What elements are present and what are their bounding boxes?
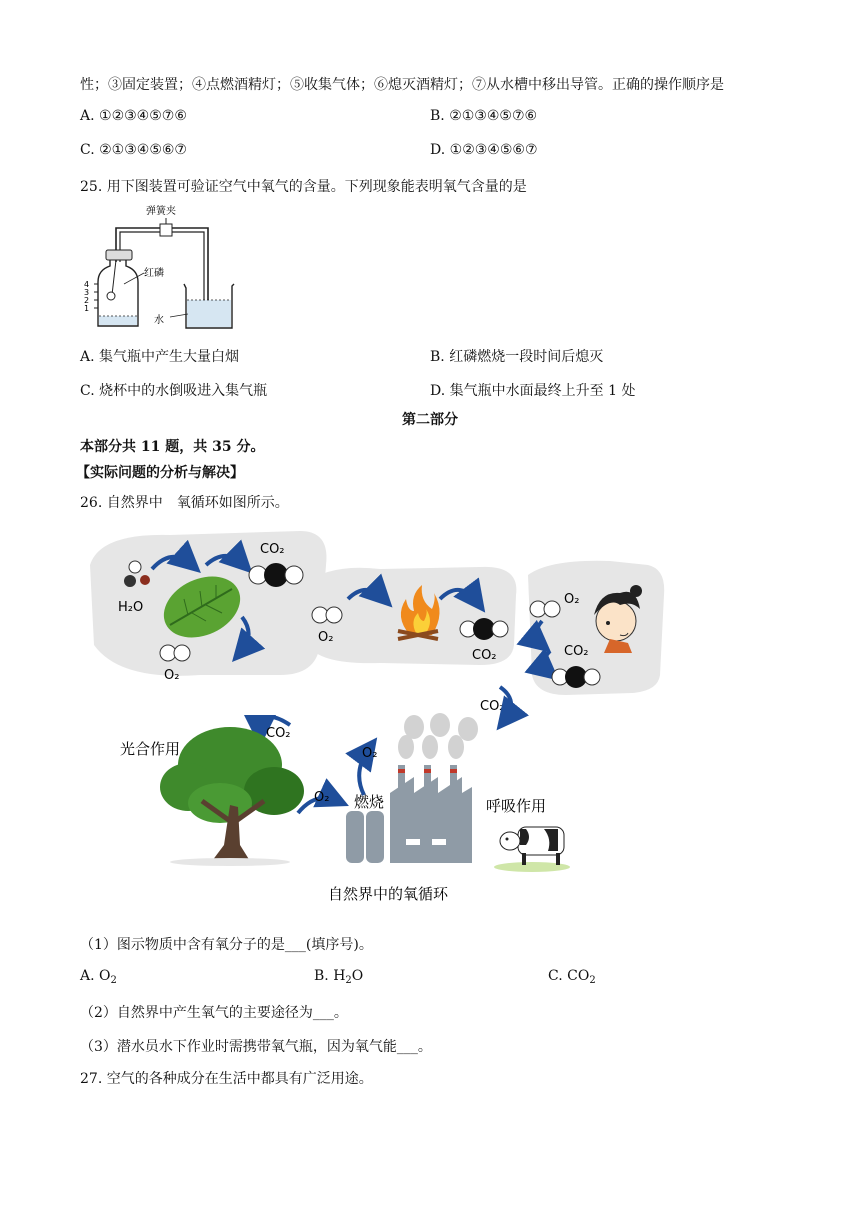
q24-stem-tail: 性；③固定装置；④点燃酒精灯；⑤收集气体；⑥熄灭酒精灯；⑦从水槽中移出导管。正确的操作顺序是 bbox=[80, 77, 724, 93]
q25-option-c[interactable] bbox=[80, 380, 267, 400]
q26-choice-b[interactable] bbox=[314, 968, 363, 986]
q25-apparatus-figure bbox=[80, 200, 250, 338]
option-letter: D. bbox=[430, 383, 446, 399]
spring-clamp bbox=[160, 224, 172, 236]
choice-formula: H bbox=[333, 968, 346, 984]
beaker-water bbox=[187, 300, 231, 327]
option-text: ①②③④⑤⑥⑦ bbox=[449, 142, 538, 158]
option-text: ②①③④⑤⑦⑥ bbox=[449, 108, 538, 124]
scale-mark: 2 bbox=[84, 296, 90, 305]
scale-mark: 1 bbox=[84, 304, 90, 313]
co2-label: CO₂ bbox=[480, 699, 505, 714]
choice-subscript: 2 bbox=[345, 975, 352, 986]
q24-option-b[interactable] bbox=[430, 108, 537, 124]
part-intro: 本部分共 11 题，共 35 分。 bbox=[80, 439, 265, 455]
factory-icon bbox=[346, 765, 472, 863]
stopper bbox=[106, 250, 132, 260]
option-letter: C. bbox=[80, 383, 95, 399]
co2-label: CO₂ bbox=[472, 648, 497, 663]
cow-icon bbox=[494, 827, 570, 872]
choice-formula-tail: O bbox=[351, 968, 364, 984]
combustion-label: 燃烧 bbox=[354, 793, 385, 811]
o2-label: O₂ bbox=[164, 668, 180, 683]
o2-label: O₂ bbox=[362, 746, 378, 761]
option-letter: C. bbox=[80, 142, 95, 158]
option-text: 烧杯中的水倒吸进入集气瓶 bbox=[99, 383, 268, 399]
q26-subquestion-2: （2）自然界中产生氧气的主要途径为___。 bbox=[80, 1005, 348, 1021]
photosynthesis-label: 光合作用 bbox=[120, 740, 181, 758]
co2-label: CO₂ bbox=[266, 726, 291, 741]
part-title: 第二部分 bbox=[402, 412, 458, 428]
option-letter: D. bbox=[430, 142, 446, 158]
smoke-icon bbox=[398, 713, 478, 759]
co2-molecule-icon bbox=[552, 666, 600, 688]
option-letter: B. bbox=[430, 349, 445, 365]
q27-stem: 27. 空气的各种成分在生活中都具有广泛用途。 bbox=[80, 1071, 373, 1087]
water-label: 水 bbox=[154, 315, 164, 326]
q25-option-d[interactable] bbox=[430, 380, 635, 400]
co2-label: CO₂ bbox=[260, 542, 285, 557]
o2-label: O₂ bbox=[314, 790, 330, 805]
red-phosphorus bbox=[107, 292, 115, 300]
choice-formula: O bbox=[99, 968, 111, 984]
choice-subscript: 2 bbox=[110, 975, 117, 986]
q25-stem: 25. 用下图装置可验证空气中氧气的含量。下列现象能表明氧气含量的是 bbox=[80, 179, 527, 195]
h2o-label: H₂O bbox=[118, 600, 144, 615]
q24-option-c[interactable] bbox=[80, 142, 187, 158]
choice-subscript: 2 bbox=[589, 975, 596, 986]
respiration-label: 呼吸作用 bbox=[486, 797, 547, 815]
choice-letter: C. bbox=[548, 968, 563, 984]
option-text: ①②③④⑤⑦⑥ bbox=[99, 108, 187, 124]
q26-choice-c[interactable] bbox=[548, 968, 596, 986]
q26-choice-a[interactable] bbox=[80, 968, 117, 986]
phosphorus-label: 红磷 bbox=[144, 268, 164, 279]
q25-option-b[interactable] bbox=[430, 346, 603, 366]
oxygen-cycle-figure bbox=[80, 525, 680, 910]
section-heading: 【实际问题的分析与解决】 bbox=[76, 465, 244, 481]
option-letter: B. bbox=[430, 108, 445, 124]
scale-mark: 3 bbox=[84, 288, 90, 297]
option-text: 集气瓶中产生大量白烟 bbox=[99, 349, 240, 365]
choice-letter: B. bbox=[314, 968, 329, 984]
scale-mark: 4 bbox=[84, 280, 90, 289]
option-letter: A. bbox=[80, 349, 95, 365]
figure-caption: 自然界中的氧循环 bbox=[328, 885, 449, 903]
choice-letter: A. bbox=[80, 968, 95, 984]
q24-option-d[interactable] bbox=[430, 142, 538, 158]
co2-label: CO₂ bbox=[564, 644, 589, 659]
q25-option-a[interactable] bbox=[80, 346, 239, 366]
tree-icon bbox=[160, 727, 304, 866]
q26-subquestion-3: （3）潜水员水下作业时需携带氧气瓶，因为氧气能___。 bbox=[80, 1039, 432, 1055]
o2-label: O₂ bbox=[318, 630, 334, 645]
bottle-water bbox=[99, 316, 137, 325]
q24-option-a[interactable] bbox=[80, 108, 187, 124]
option-text: 红磷燃烧一段时间后熄灭 bbox=[449, 349, 604, 365]
q26-stem: 26. 自然界中 氧循环如图所示。 bbox=[80, 495, 289, 511]
option-letter: A. bbox=[80, 108, 95, 124]
option-text: ②①③④⑤⑥⑦ bbox=[99, 142, 187, 158]
co2-molecule-icon bbox=[249, 563, 303, 587]
clamp-label: 弹簧夹 bbox=[146, 206, 176, 217]
o2-label: O₂ bbox=[564, 592, 580, 607]
option-text: 集气瓶中水面最终上升至 1 处 bbox=[449, 383, 636, 399]
choice-formula: CO bbox=[567, 968, 590, 984]
co2-molecule-icon bbox=[460, 618, 508, 640]
q26-subquestion-1: （1）图示物质中含有氧分子的是___(填序号)。 bbox=[80, 937, 373, 953]
